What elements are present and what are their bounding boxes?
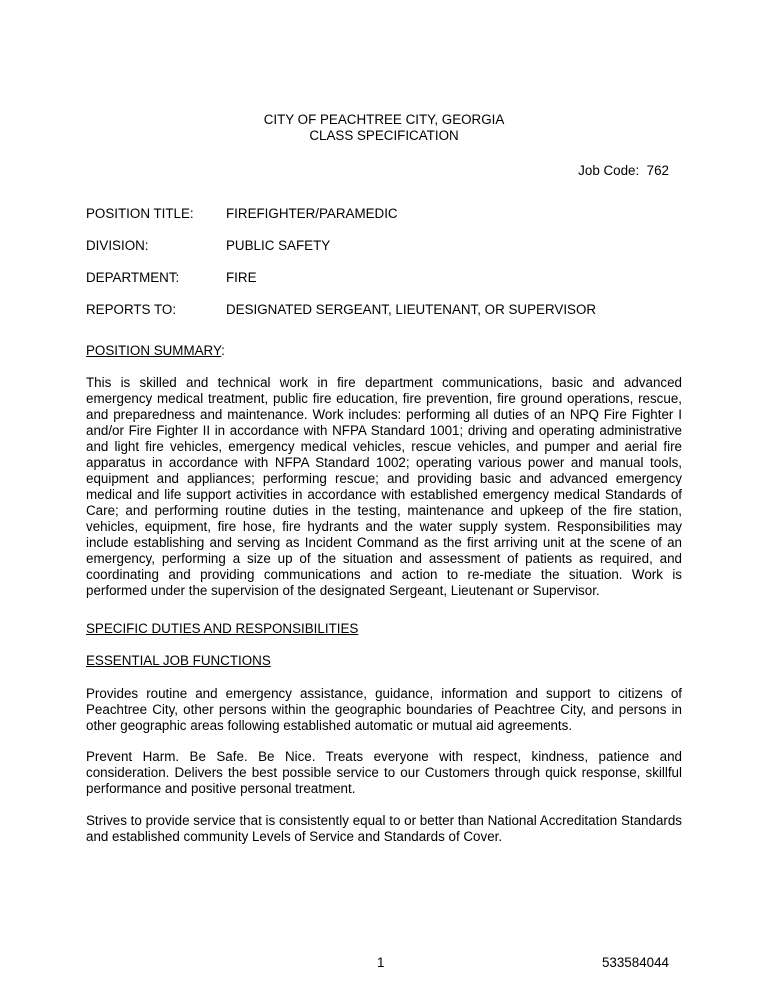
field-label: DEPARTMENT: bbox=[86, 270, 180, 285]
duty-paragraph: Strives to provide service that is consistently equal to or better than National Accreditation Standards and established community Levels of Service and Standards of Cover. bbox=[86, 813, 682, 844]
specific-duties-heading: SPECIFIC DUTIES AND RESPONSIBILITIES bbox=[86, 621, 359, 636]
job-code: Job Code: 762 bbox=[578, 163, 669, 178]
position-summary-heading-colon: : bbox=[221, 343, 225, 358]
field-value: FIREFIGHTER/PARAMEDIC bbox=[226, 206, 398, 221]
field-label: POSITION TITLE: bbox=[86, 206, 194, 221]
field-position-title bbox=[86, 206, 398, 222]
field-label: DIVISION: bbox=[86, 238, 149, 253]
document-header-city: CITY OF PEACHTREE CITY, GEORGIA bbox=[263, 112, 505, 127]
document-header-title: CLASS SPECIFICATION bbox=[309, 128, 459, 143]
duty-paragraph: Prevent Harm. Be Safe. Be Nice. Treats everyone with respect, kindness, patience and consideration. Delivers the best possible service to our Customers through quick response, skillful performance and positive personal treatment. bbox=[86, 749, 682, 796]
field-department bbox=[86, 270, 257, 286]
field-division bbox=[86, 238, 330, 254]
position-summary-heading bbox=[86, 343, 225, 359]
page-number: 1 bbox=[377, 955, 385, 970]
position-summary-heading-text: POSITION SUMMARY bbox=[86, 343, 222, 358]
field-value: FIRE bbox=[226, 270, 257, 285]
document-id: 533584044 bbox=[601, 955, 669, 970]
field-reports-to bbox=[86, 302, 596, 318]
field-value: DESIGNATED SERGEANT, LIEUTENANT, OR SUPERVISOR bbox=[226, 302, 597, 317]
duty-paragraph: Provides routine and emergency assistance, guidance, information and support to citizens of Peachtree City, other persons within the geographic boundaries of Peachtree City, and persons in other geographic areas following established automatic or mutual aid agreements. bbox=[86, 686, 682, 733]
field-value: PUBLIC SAFETY bbox=[226, 238, 331, 253]
field-label: REPORTS TO: bbox=[86, 302, 177, 317]
essential-job-functions-heading: ESSENTIAL JOB FUNCTIONS bbox=[86, 653, 271, 668]
position-summary-text: This is skilled and technical work in fire department communications, basic and advanced emergency medical treatment, public fire education, fire prevention, fire ground operations, rescue, and preparedness and maintenance. Work includes: performing all duties of an NPQ Fire Fighter I and/or Fire Fighter II in accordance with NFPA Standard 1001; driving and operating administrative and light fire vehicles, emergency medical vehicles, rescue vehicles, and pumper and aerial fire apparatus in accordance with NFPA Standard 1002; operating various power and manual tools, equipment and appliances; performing rescue; and providing basic and advanced emergency medical and life support activities in accordance with established emergency medical Standards of Care; and performing routine duties in the testing, maintenance and upkeep of the fire station, vehicles, equipment, fire hose, fire hydrants and the water supply system. Responsibilities may include establishing and serving as Incident Command as the first arriving unit at the scene of an emergency, performing a size up of the situation and assessment of patients as required, and coordinating and providing communications and action to re-mediate the situation. Work is performed under the supervision of the designated Sergeant, Lieutenant or Supervisor. bbox=[86, 375, 682, 598]
